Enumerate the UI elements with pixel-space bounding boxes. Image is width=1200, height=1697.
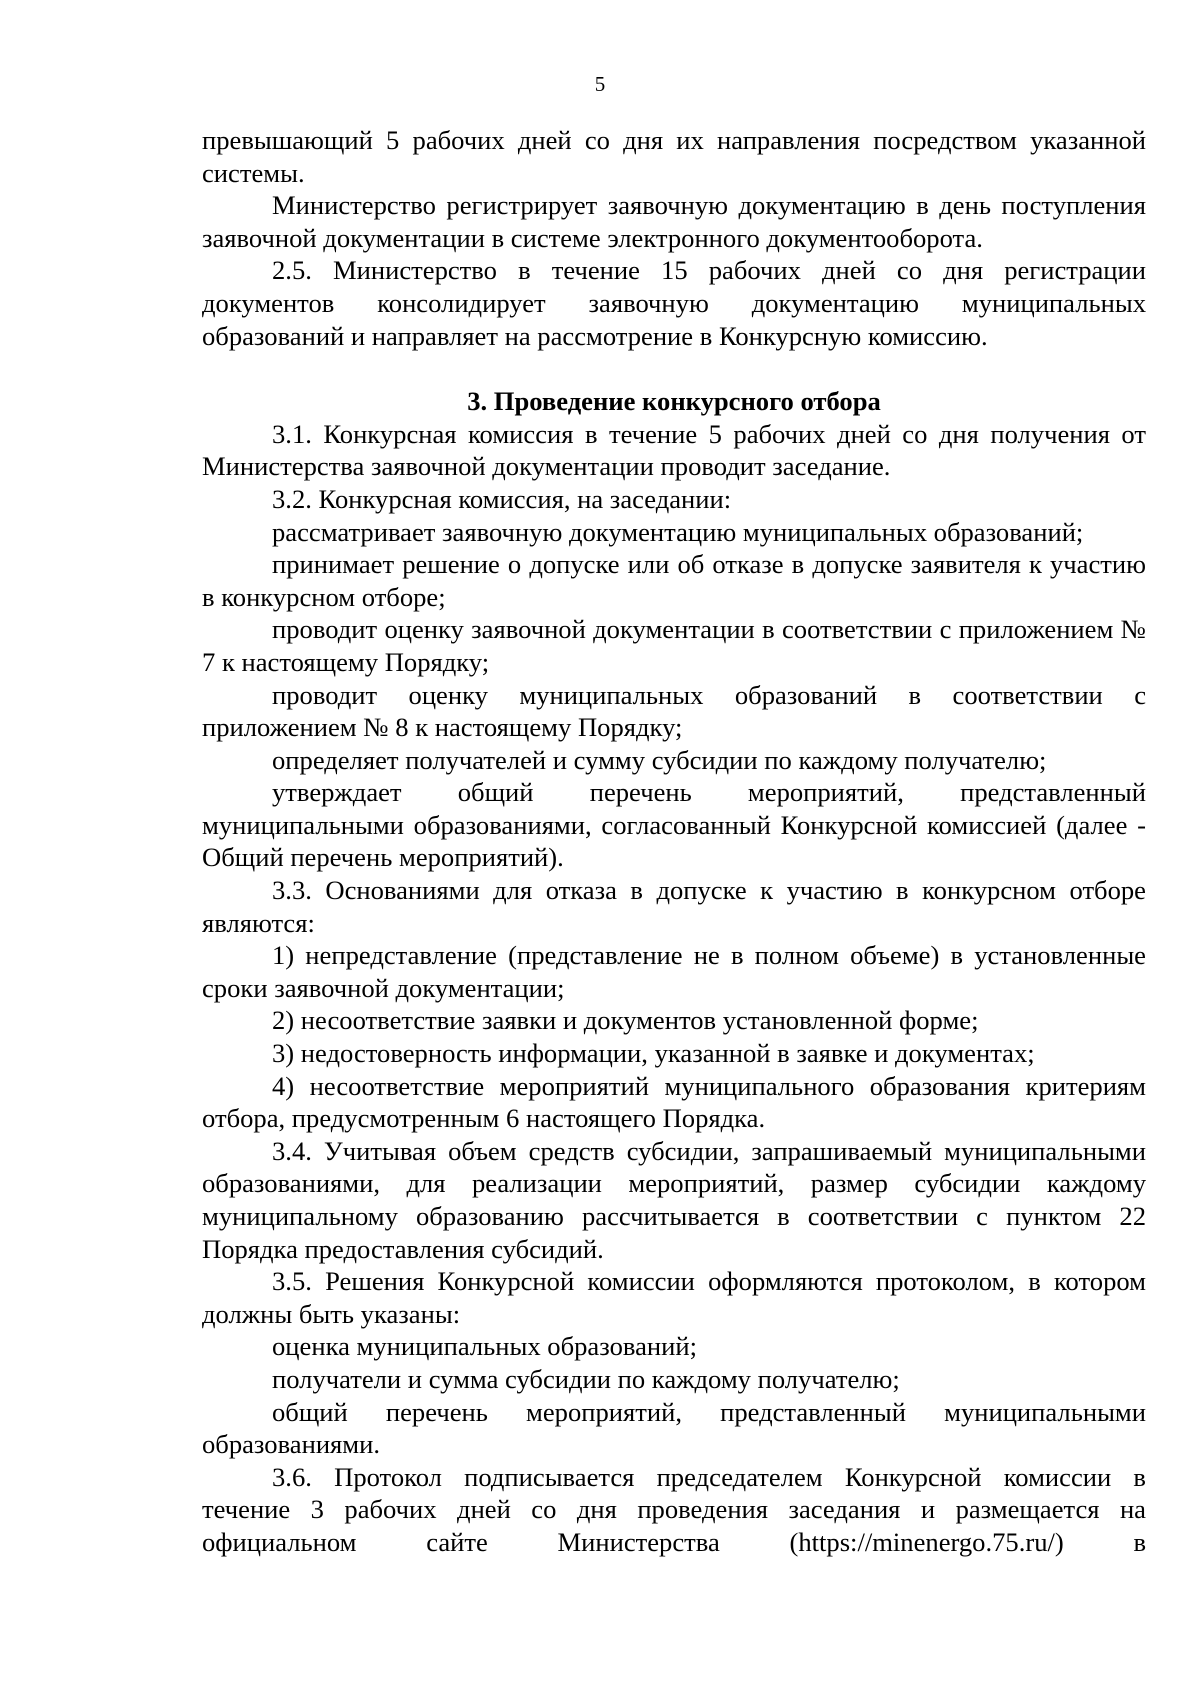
- list-item: общий перечень мероприятий, представленный муниципальными образованиями.: [202, 1396, 1146, 1460]
- paragraph: 3.4. Учитывая объем средств субсидии, запрашиваемый муниципальными образованиями, для реализации мероприятий, размер субсидии каждому муниципальному образованию рассчитывается в соответствии с пунктом 22 Порядка предоставления субсидий.: [202, 1135, 1146, 1264]
- list-item: принимает решение о допуске или об отказе в допуске заявителя к участию в конкурсном отборе;: [202, 549, 1146, 612]
- page-number: 5: [594, 72, 606, 96]
- section-heading: 3. Проведение конкурсного отбора: [467, 386, 881, 417]
- list-item: проводит оценку муниципальных образований в соответствии с приложением № 8 к настоящему Порядку;: [202, 679, 1146, 743]
- paragraph: 3.2. Конкурсная комиссия, на заседании:: [272, 483, 732, 514]
- paragraph: 3.3. Основаниями для отказа в допуске к участию в конкурсном отборе являются:: [202, 875, 1146, 938]
- list-item: 1) непредставление (представление не в полном объеме) в установленные сроки заявочной документации;: [202, 940, 1146, 1003]
- paragraph: 3.5. Решения Конкурсной комиссии оформляются протоколом, в котором должны быть указаны:: [202, 1266, 1146, 1329]
- list-item: 4) несоответствие мероприятий муниципального образования критериям отбора, предусмотренным 6 настоящего Порядка.: [202, 1070, 1146, 1134]
- document-body: [202, 124, 1146, 1559]
- paragraph: 3.6. Протокол подписывается председателем Конкурсной комиссии в течение 3 рабочих дней со дня проведения заседания и размещается на официальном сайте Министерства (https://minenergo.75.ru/) в: [202, 1461, 1146, 1557]
- list-item: проводит оценку заявочной документации в соответствии с приложением № 7 к настоящему Порядку;: [202, 614, 1146, 677]
- paragraph: 2.5. Министерство в течение 15 рабочих дней со дня регистрации документов консолидирует заявочную документацию муниципальных образований и направляет на рассмотрение в Конкурсную комиссию.: [202, 255, 1146, 351]
- list-item: получатели и сумма субсидии по каждому получателю;: [272, 1363, 900, 1394]
- list-item: 2) несоответствие заявки и документов установленной форме;: [272, 1005, 979, 1036]
- paragraph: 3.1. Конкурсная комиссия в течение 5 рабочих дней со дня получения от Министерства заявочной документации проводит заседание.: [202, 418, 1146, 482]
- list-item: 3) недостоверность информации, указанной в заявке и документах;: [272, 1038, 1035, 1069]
- list-item: утверждает общий перечень мероприятий, представленный муниципальными образованиями, согласованный Конкурсной комиссией (далее - Общий перечень мероприятий).: [202, 777, 1146, 873]
- list-item: оценка муниципальных образований;: [272, 1331, 697, 1362]
- paragraph: Министерство регистрирует заявочную документацию в день поступления заявочной документации в системе электронного документооборота.: [202, 190, 1146, 253]
- paragraph: превышающий 5 рабочих дней со дня их направления посредством указанной системы.: [202, 125, 1146, 188]
- list-item: определяет получателей и сумму субсидии по каждому получателю;: [272, 744, 1047, 775]
- list-item: рассматривает заявочную документацию муниципальных образований;: [272, 516, 1084, 547]
